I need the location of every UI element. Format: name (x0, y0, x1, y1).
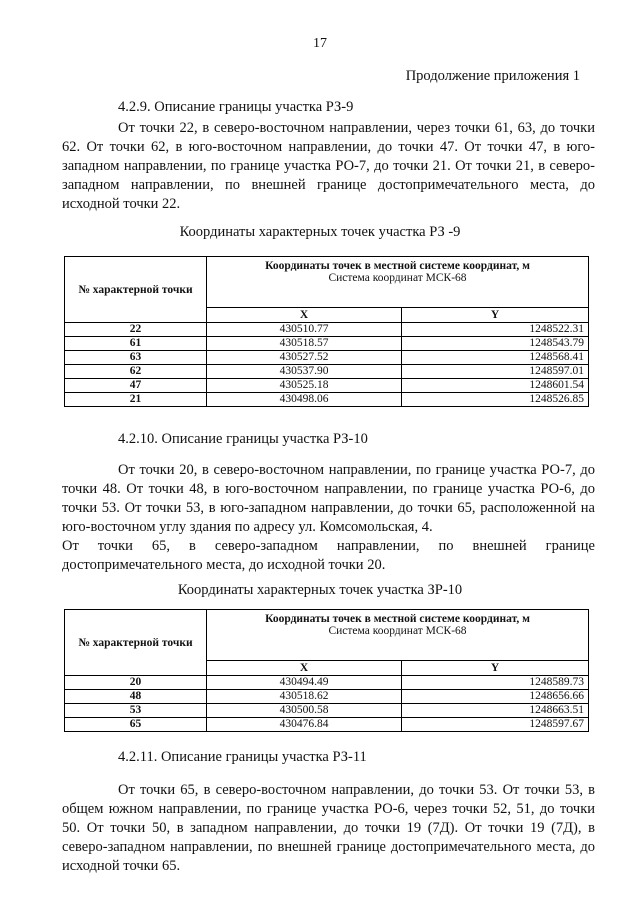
x-cell: 430518.62 (207, 690, 402, 704)
table-title-rz9: Координаты характерных точек участка РЗ -9 (179, 224, 461, 240)
point-cell: 48 (65, 690, 207, 704)
col-header-x: X (207, 308, 402, 323)
point-cell: 22 (65, 323, 207, 337)
y-cell: 1248543.79 (402, 337, 589, 351)
section-text-rz9 (62, 119, 595, 214)
section-text-rz9-body: От точки 22, в северо-восточном направлении, через точки 61, 63, до точки 62. От точки 62, в юго-восточном направлении, до точки 47. От точки 47, в юго-западном направлении, по границе участка РО-7, до точки 21. От точки 21, в северо-западном направлении, по внешней границе достопримечательного места, до исходной точки 22. (62, 120, 595, 212)
x-cell: 430510.77 (207, 323, 402, 337)
table-row (65, 351, 589, 365)
col-header-point: № характерной точки (65, 610, 207, 676)
page-number: 17 (313, 36, 327, 51)
point-cell: 65 (65, 718, 207, 732)
x-cell: 430525.18 (207, 379, 402, 393)
y-cell: 1248656.66 (402, 690, 589, 704)
y-cell: 1248663.51 (402, 704, 589, 718)
x-cell: 430537.90 (207, 365, 402, 379)
col-header-coords (207, 610, 589, 661)
y-cell: 1248597.01 (402, 365, 589, 379)
table-row (65, 676, 589, 690)
appendix-note: Продолжение приложения 1 (405, 68, 580, 84)
col-header-point: № характерной точки (65, 257, 207, 323)
table-row (65, 337, 589, 351)
y-cell: 1248589.73 (402, 676, 589, 690)
point-cell: 20 (65, 676, 207, 690)
col-header-system: Система координат МСК-68 (328, 625, 467, 637)
point-cell: 53 (65, 704, 207, 718)
table-row (65, 365, 589, 379)
section-text-rz11 (62, 781, 595, 876)
y-cell: 1248568.41 (402, 351, 589, 365)
col-header-y: Y (402, 661, 589, 676)
x-cell: 430518.57 (207, 337, 402, 351)
x-cell: 430500.58 (207, 704, 402, 718)
section-text-rz10-body: От точки 20, в северо-восточном направлении, по границе участка РО-7, до точки 48. От точки 48, в юго-восточном направлении, по границе участка РО-6, до точки 53. От точки 53, в юго-западном направлении, до точки 65, расположенной на юго-восточном углу здания по адресу ул. Комсомольская, 4. (62, 462, 595, 535)
table-row (65, 718, 589, 732)
table-row (65, 704, 589, 718)
col-header-x: X (207, 661, 402, 676)
col-header-coords-title: Координаты точек в местной системе координат, м (265, 260, 530, 272)
table-row (65, 393, 589, 407)
col-header-coords-title: Координаты точек в местной системе координат, м (265, 613, 530, 625)
point-cell: 62 (65, 365, 207, 379)
section-text-rz11-body: От точки 65, в северо-восточном направлении, до точки 53. От точки 53, в общем южном направлении, по границе участка РО-6, через точки 52, 51, до точки 50. От точки 50, в западном направлении, до точки 19 (7Д). От точки 19 (7Д), в северо-западном направлении, по внешней границе достопримечательного места, до исходной точки 65. (62, 782, 595, 874)
section-text-rz10-body2: От точки 65, в северо-западном направлении, по внешней границе достопримечательного места, до исходной точки 20. (62, 538, 595, 573)
col-header-y: Y (402, 308, 589, 323)
x-cell: 430494.49 (207, 676, 402, 690)
y-cell: 1248601.54 (402, 379, 589, 393)
section-heading-rz11: 4.2.11. Описание границы участка РЗ-11 (118, 749, 367, 765)
col-header-coords (207, 257, 589, 308)
point-cell: 21 (65, 393, 207, 407)
section-text-rz10 (62, 461, 595, 575)
point-cell: 63 (65, 351, 207, 365)
coordinates-table-zr10 (64, 609, 589, 732)
point-cell: 47 (65, 379, 207, 393)
section-heading-rz9: 4.2.9. Описание границы участка РЗ-9 (118, 99, 354, 115)
x-cell: 430476.84 (207, 718, 402, 732)
coordinates-table-rz9 (64, 256, 589, 407)
point-cell: 61 (65, 337, 207, 351)
table-row (65, 323, 589, 337)
table-row (65, 690, 589, 704)
y-cell: 1248526.85 (402, 393, 589, 407)
y-cell: 1248522.31 (402, 323, 589, 337)
y-cell: 1248597.67 (402, 718, 589, 732)
section-heading-rz10: 4.2.10. Описание границы участка РЗ-10 (118, 431, 368, 447)
col-header-system: Система координат МСК-68 (328, 272, 467, 284)
table-row (65, 379, 589, 393)
x-cell: 430498.06 (207, 393, 402, 407)
table-title-zr10: Координаты характерных точек участка ЗР-10 (177, 582, 463, 598)
x-cell: 430527.52 (207, 351, 402, 365)
